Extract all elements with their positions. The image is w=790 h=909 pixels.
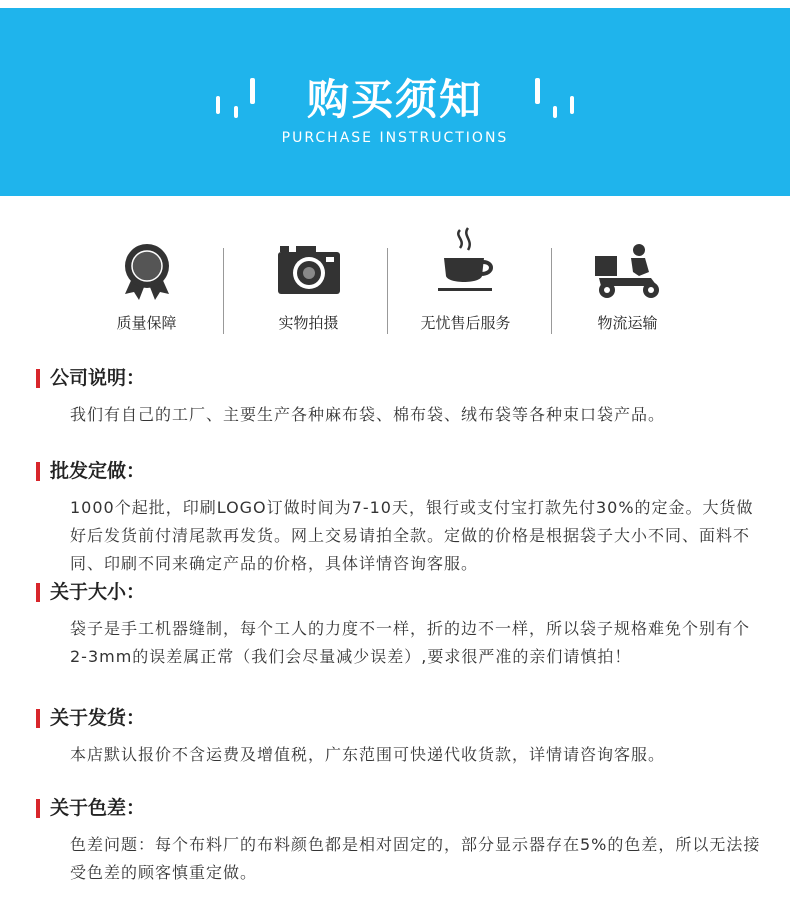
camera-icon [276,242,342,298]
feature-label: 质量保障 [116,314,177,332]
section-color [36,796,766,887]
divider [223,248,224,334]
feature-aftersales [383,232,548,342]
section-body: 我们有自己的工厂、主要生产各种麻布袋、棉布袋、绒布袋等各种束口袋产品。 [70,405,666,424]
section-title: 公司说明： [36,366,766,390]
feature-label: 无忧售后服务 [420,314,511,332]
feature-photo [226,232,391,342]
section-shipping [36,706,766,769]
coffee-cup-icon [436,226,496,296]
section-size [36,580,766,671]
section-body: 1000个起批，印刷LOGO订做时间为7-10天，银行或支付宝打款先付30%的定金。大货做好后发货前付清尾款再发货。网上交易请拍全款。定做的价格是根据袋子大小不同、面料不同、印刷不同来确定产品的价格，具体详情咨询客服。 [70,498,754,573]
section-company [36,366,766,429]
section-title: 关于发货： [36,706,766,730]
section-body: 袋子是手工机器缝制，每个工人的力度不一样，折的边不一样，所以袋子规格难免个别有个2-3mm的误差属正常（我们会尽量减少误差）,要求很严准的亲们请慎拍！ [70,619,751,666]
page-subtitle: PURCHASE INSTRUCTIONS [281,130,509,146]
page-title: 购买须知 [306,75,483,124]
section-body: 色差问题：每个布料厂的布料颜色都是相对固定的，部分显示器存在5%的色差，所以无法接受色差的顾客慎重定做。 [70,835,761,882]
feature-label: 物流运输 [597,314,658,332]
section-title: 关于大小： [36,580,766,604]
section-title: 关于色差： [36,796,766,820]
feature-logistics [545,232,710,342]
delivery-scooter-icon [593,242,663,300]
section-body: 本店默认报价不含运费及增值税，广东范围可快递代收货款，详情请咨询客服。 [70,745,666,764]
section-wholesale [36,459,766,578]
header-banner [0,8,790,196]
feature-row [0,232,790,342]
section-title: 批发定做： [36,459,766,483]
feature-quality [64,232,229,342]
medal-icon [119,242,175,302]
feature-label: 实物拍摄 [278,314,339,332]
